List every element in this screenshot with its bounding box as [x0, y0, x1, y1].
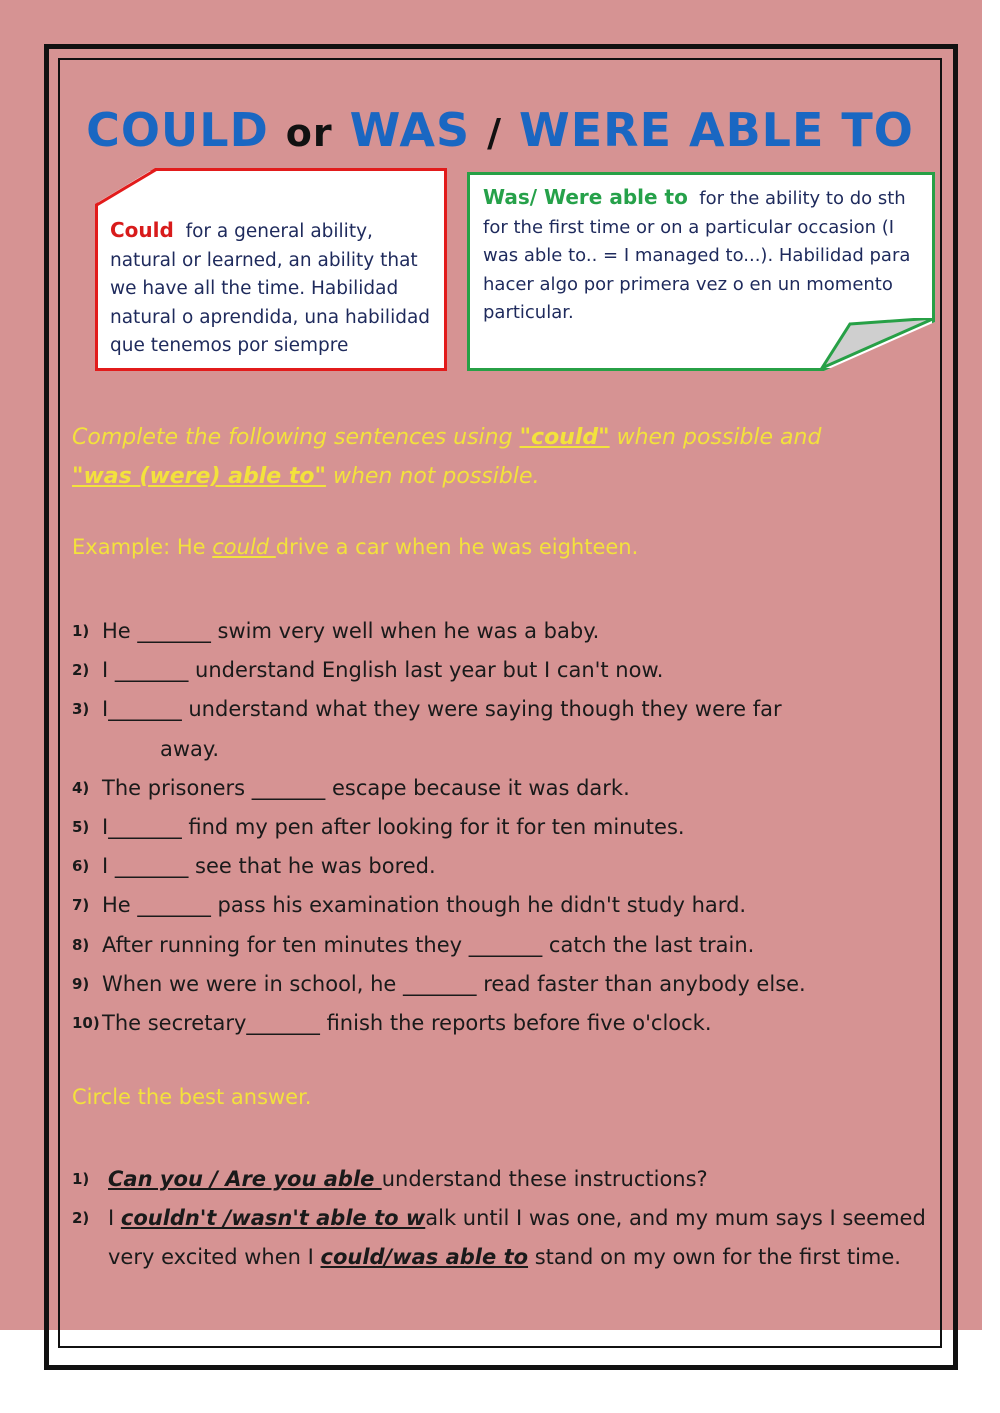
exercise-item: 9) When we were in school, he _______ read faster than anybody else.	[72, 971, 806, 996]
page-title: COULD or WAS / WERE ABLE TO	[86, 103, 914, 157]
example-sentence: Example: He could drive a car when he was eighteen.	[72, 535, 639, 559]
could-definition-text: Could for a general ability, natural or learned, an ability that we have all the time. Habilidad natural o aprendida, una habilidad que tenemos por siempre	[110, 218, 431, 356]
exercise-item: 8) After running for ten minutes they _______ catch the last train.	[72, 932, 755, 957]
instructions: Complete the following sentences using "could" when possible and "was (were) able to" when not possible.	[72, 425, 822, 489]
exercise-item: 2) I _______ understand English last year but I can't now.	[72, 658, 664, 683]
exercise-item: 5) I_______ find my pen after looking for it for ten minutes.	[72, 814, 685, 839]
answer-choice[interactable]: Can you / Are you able	[108, 1167, 382, 1191]
circle-list	[72, 1160, 942, 1277]
red-box-corner	[95, 168, 157, 206]
circle-item: 2) I couldn't /wasn't able to walk until I was one, and my mum says I seemed very excited when I could/was able to stand on my own for the first time.	[72, 1206, 926, 1269]
circle-section-title: Circle the best answer.	[72, 1085, 312, 1109]
able-to-definition-text: Was/ Were able to for the ability to do sth for the first time or on a particular occasion (I was able to.. = I managed to...). Habilidad para hacer algo por primera vez o en un momento particular.	[483, 185, 911, 323]
circle-item: 1) Can you / Are you able understand these instructions?	[72, 1167, 708, 1191]
exercise-item: 10) The secretary_______ finish the reports before five o'clock.	[72, 1010, 712, 1035]
exercise-list	[72, 612, 942, 1043]
exercise-item: 4) The prisoners _______ escape because it was dark.	[72, 775, 630, 800]
answer-choice[interactable]: could/was able to	[320, 1245, 529, 1269]
exercise-item-continuation: away.	[160, 736, 220, 761]
exercise-item: 6) I _______ see that he was bored.	[72, 854, 436, 879]
exercise-item: 3) I_______ understand what they were saying though they were far	[72, 697, 782, 722]
answer-choice[interactable]: couldn't /wasn't able to w	[120, 1206, 426, 1230]
exercise-item: 1) He _______ swim very well when he was a baby.	[72, 619, 600, 643]
exercise-item: 7) He _______ pass his examination though he didn't study hard.	[72, 893, 747, 918]
